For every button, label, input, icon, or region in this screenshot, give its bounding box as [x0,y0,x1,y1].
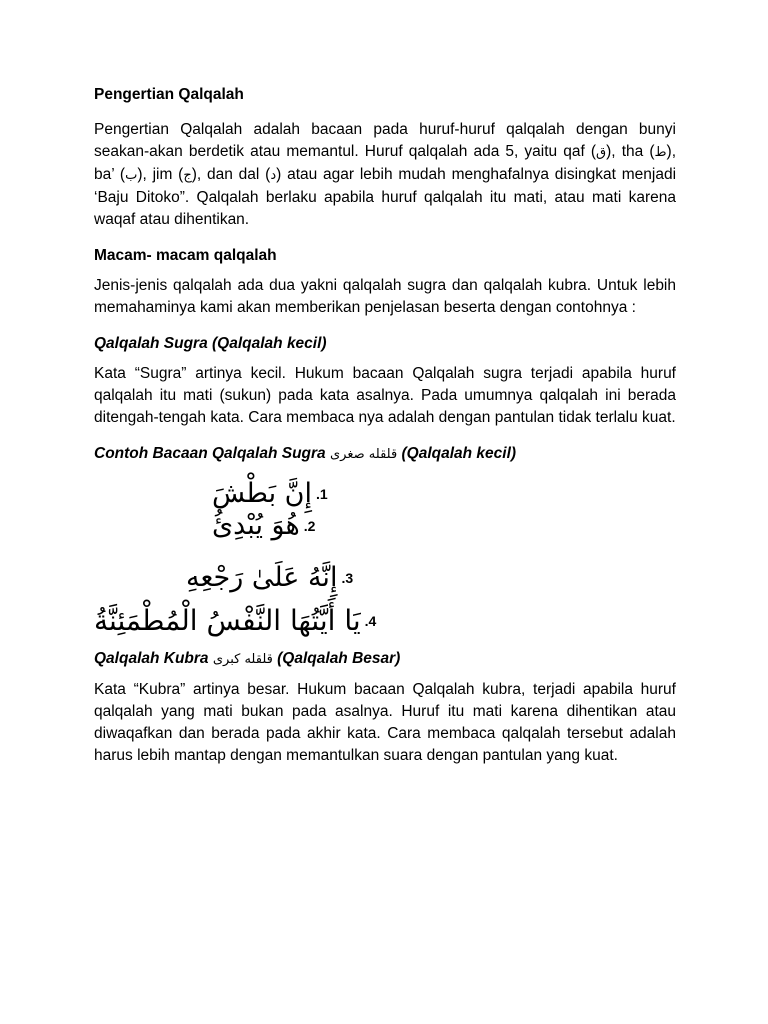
text-run: (Qalqalah kecil) [397,445,517,462]
text-run: ), ba’ ( [94,143,676,183]
paragraph-kubra: Kata “Kubra” artinya besar. Hukum bacaan Qalqalah kubra, terjadi apabila huruf qalqalah yang mati bukan pada asalnya. Huruf itu mati karena dihentikan atau diwaqafkan dan berada pada akhir kata. Cara membaca qalqalah tersebut adalah harus lebih mantap dengan memantulkan suara dengan pantulan yang kuat. [94,681,676,764]
arabic-letter-ba: ب [125,168,138,183]
example-number: .4 [364,612,377,629]
text-run: ) atau agar lebih mudah menghafalnya disingkat menjadi ‘Baju Ditoko”. Qalqalah berlaku apabila huruf qalqalah itu mati, atau mati karena waqaf atau dihentikan. [94,166,677,228]
text-run: (Qalqalah Besar) [272,650,401,667]
section-heading-kubra [94,648,676,671]
example-number: .1 [316,485,328,502]
text-run: ), dan dal ( [191,166,271,183]
paragraph-sugra: Kata “Sugra” artinya kecil. Hukum bacaan Qalqalah sugra terjadi apabila huruf qalqalah itu mati (sukun) pada kata asalnya. Pada umumnya qalqalah ini berada ditengah-tengah kata. Cara membaca nya adalah dengan pantulan tidak terlalu kuat. [94,365,676,426]
arabic-label-sugra: قلقله صغرى [330,447,398,462]
example-heading-sugra [94,443,676,466]
section-heading-sugra: Qalqalah Sugra (Qalqalah kecil) [94,335,327,352]
example-list [94,474,676,642]
arabic-verse: إِنَّ بَطْشَ [212,478,312,509]
section-heading-macam: Macam- macam qalqalah [94,247,277,264]
arabic-letter-dal: د [270,168,277,183]
text-run: ), tha ( [606,143,655,160]
example-item-1 [212,478,328,509]
arabic-letter-qaf: ق [596,145,607,160]
text-run: Qalqalah Kubra [94,650,213,667]
text-run: Pengertian Qalqalah adalah bacaan pada huruf-huruf qalqalah dengan bunyi seakan-akan berdetik atau memantul. Huruf qalqalah ada 5, yaitu qaf ( [94,121,676,160]
arabic-verse: يَا أَيَّتُهَا النَّفْسُ الْمُطْمَئِنَّةُ [94,604,361,637]
section-title-pengertian: Pengertian Qalqalah [94,86,244,103]
example-item-3 [186,562,353,593]
text-run: ), jim ( [137,166,184,183]
arabic-letter-jim: ج [183,168,192,183]
arabic-verse: هُوَ يُبْدِئُ [212,510,300,541]
paragraph-macam: Jenis-jenis qalqalah ada dua yakni qalqalah sugra dan qalqalah kubra. Untuk lebih memahaminya kami akan memberikan penjelasan beserta dengan contohnya : [94,277,676,316]
example-number: .2 [303,517,316,534]
arabic-verse: إِنَّهُ عَلَىٰ رَجْعِهِ [186,562,338,593]
paragraph-pengertian [94,119,676,231]
example-item-4 [94,604,376,637]
document-content [94,84,676,781]
example-number: .3 [341,569,354,586]
text-run: Contoh Bacaan Qalqalah Sugra [94,445,330,462]
example-item-2 [212,510,315,541]
arabic-label-kubra: قلقله كبرى [212,652,273,667]
arabic-letter-tha: ط [654,145,667,160]
